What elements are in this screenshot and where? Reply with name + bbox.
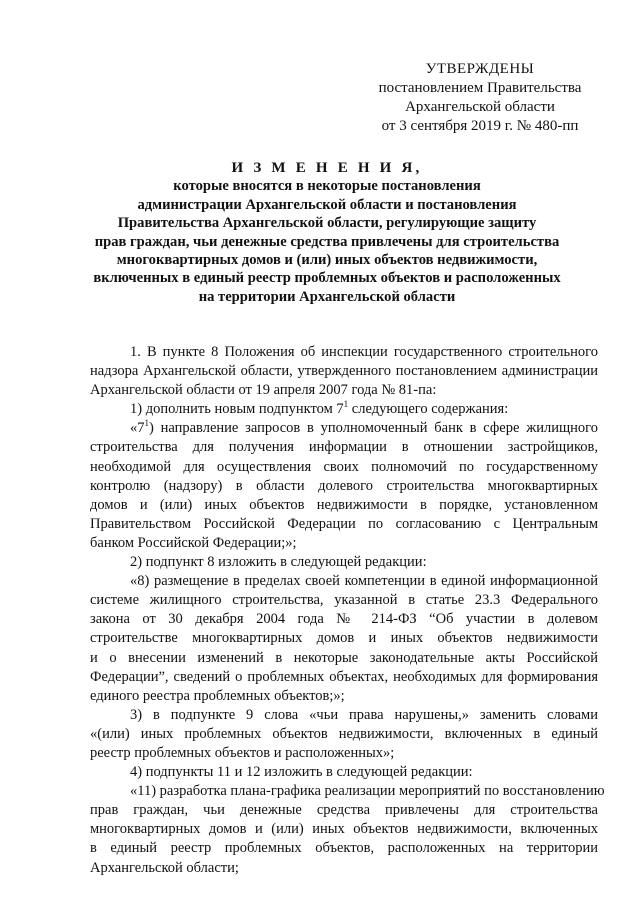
title-line: многоквартирных домов и (или) иных объектов недвижимости,	[116, 252, 538, 269]
title-main: И З М Е Н Е Н И Я,	[231, 160, 423, 176]
document-body	[90, 343, 605, 878]
text-fragment: ) направление запросов в уполномоченный банк в сфере жилищного	[149, 420, 598, 437]
body-line: Правительством Российской Федерации по согласованию с Центральным	[90, 515, 598, 532]
superscript: 1	[144, 418, 149, 429]
body-line: домов и (или) иных объектов недвижимости в порядке, установленном	[90, 496, 598, 513]
text-fragment: 1) дополнить новым подпунктом 7	[130, 401, 344, 418]
body-line: Архангельской области от 19 апреля 2007 года № 81-па:	[90, 382, 437, 399]
superscript: 1	[343, 399, 349, 410]
body-line: надзора Архангельской области, утвержденного постановлением администрации	[90, 363, 598, 380]
body-line: строительства для получения информации в отношении застройщиков,	[90, 439, 598, 456]
body-line: «(или) иных проблемных объектов недвижимости, включенных в единый	[90, 725, 598, 742]
body-line: Федерации”, сведений о проблемных объектах, необходимых для формирования	[90, 668, 598, 685]
body-line: закона от 30 декабря 2004 года № 214-ФЗ “Об участии в долевом	[90, 611, 598, 628]
body-line: Архангельской области;	[90, 859, 239, 876]
text-fragment: «7	[130, 420, 145, 437]
text-fragment: следующего содержания:	[348, 401, 509, 418]
title-line: прав граждан, чьи денежные средства привлечены для строительства	[94, 233, 560, 250]
body-line: 3) в подпункте 9 слова «чьи права нарушены,» заменить словами	[130, 706, 598, 723]
body-line: 2) подпункт 8 изложить в следующей редакции:	[130, 554, 427, 571]
approval-line: постановлением Правительства	[378, 80, 582, 96]
title-line: Правительства Архангельской области, регулирующие защиту	[117, 215, 537, 232]
body-line	[90, 419, 598, 438]
title-line: администрации Архангельской области и постановления	[137, 196, 517, 213]
body-line: «11) разработка плана-графика реализации мероприятий по восстановлению	[130, 783, 605, 800]
body-line: системе жилищного строительства, указанной в статье 23.3 Федерального	[90, 592, 598, 609]
body-line: прав граждан, чьи денежные средства привлечены для строительства	[90, 802, 598, 819]
body-line: 1. В пункте 8 Положения об инспекции государственного строительного	[130, 344, 598, 360]
approval-date-line: от 3 сентября 2019 г. № 480-пп	[381, 118, 579, 134]
body-line: строительстве многоквартирных домов и иных объектов недвижимости	[90, 630, 598, 647]
approval-heading: УТВЕРЖДЕНЫ	[425, 61, 535, 77]
body-line: в единый реестр проблемных объектов, расположенных на территории	[90, 840, 598, 857]
body-line: единого реестра проблемных объектов;»;	[90, 687, 345, 704]
body-line: контролю (надзору) в области долевого строительства многоквартирных	[90, 477, 598, 494]
body-line: реестр проблемных объектов и расположенных»;	[90, 744, 395, 761]
body-line: банком Российской Федерации;»;	[90, 534, 297, 551]
body-line: 4) подпункты 11 и 12 изложить в следующей редакции:	[130, 764, 473, 781]
body-line: «8) размещение в пределах своей компетенции в единой информационной	[130, 573, 598, 590]
approval-stamp	[365, 60, 595, 136]
title-line: на территории Архангельской области	[198, 288, 456, 305]
body-line: и о внесении изменений в некоторые законодательные акты Российской	[90, 649, 598, 666]
body-line: многоквартирных домов и (или) иных объектов недвижимости, включенных	[90, 821, 598, 838]
document-title	[88, 159, 566, 306]
body-line: необходимой для осуществления своих полномочий по государственному	[90, 458, 598, 475]
title-line: которые вносятся в некоторые постановления	[173, 178, 481, 195]
approval-line: Архангельской области	[405, 99, 555, 115]
title-line: включенных в единый реестр проблемных объектов и расположенных	[93, 270, 561, 287]
body-line	[90, 400, 598, 419]
